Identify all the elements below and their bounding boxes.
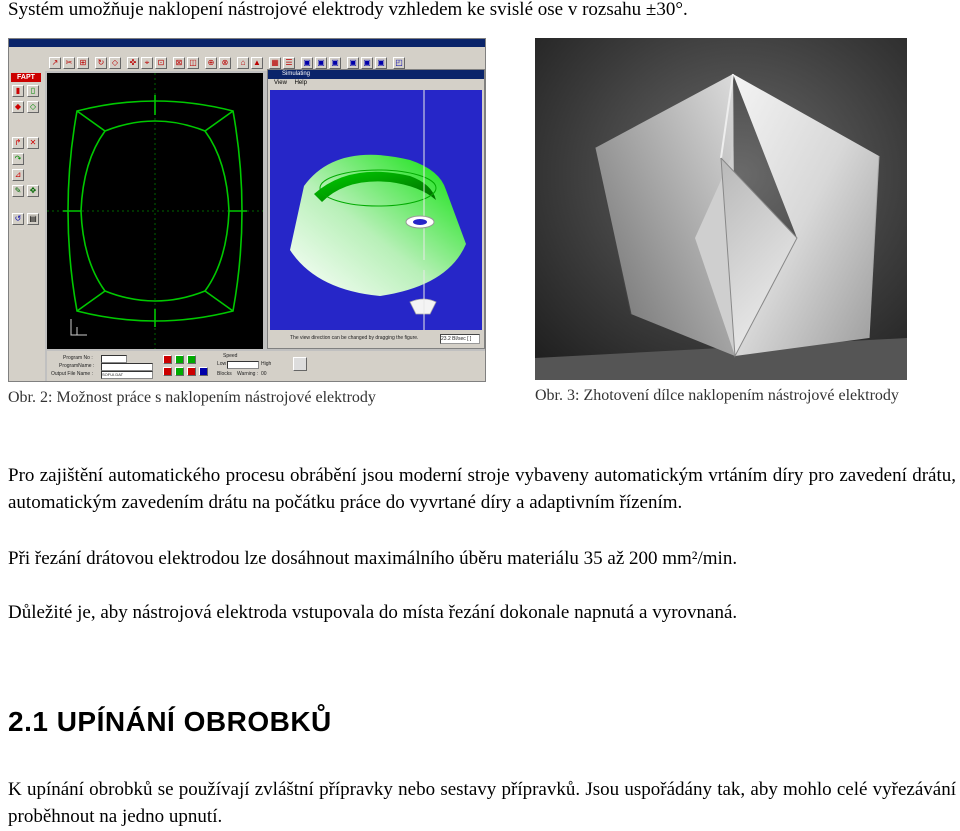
- tool-button-icon: ▣: [361, 57, 373, 69]
- tool-icon: ✕: [27, 137, 39, 149]
- tool-icon: ✥: [27, 185, 39, 197]
- speed-high-label: High: [261, 361, 272, 367]
- tool-button-icon: ◇: [109, 57, 121, 69]
- tool-button-icon: ⊗: [219, 57, 231, 69]
- program-name-field: [101, 363, 153, 371]
- tool-button-icon: ▣: [315, 57, 327, 69]
- section-paragraph: K upínání obrobků se používají zvláštní přípravky nebo sestavy přípravků. Jsou uspořádány tak, aby mohlo celé vyřezávání proběhnout na jedno upnutí.: [8, 779, 956, 827]
- sim-status-hint: The view direction can be changed by dragging the figure.: [290, 335, 419, 341]
- tool-button-icon: ◫: [187, 57, 199, 69]
- tool-button-icon: ⊡: [155, 57, 167, 69]
- tool-button-icon: ◰: [393, 57, 405, 69]
- settings-icon: [293, 357, 307, 371]
- output-file-label: Output File Name :: [51, 371, 93, 377]
- tool-icon: ▤: [27, 213, 39, 225]
- tool-icon: ↺: [12, 213, 24, 225]
- stop-button-icon: [163, 355, 172, 364]
- speed-low-label: Low: [217, 361, 227, 367]
- program-no-field: [101, 355, 127, 363]
- program-no-label: Program No :: [63, 355, 93, 361]
- sim-status-bar: [270, 332, 482, 344]
- figure2-caption: Obr. 2: Možnost práce s naklopením nástrojové elektrody: [8, 389, 376, 406]
- part-photo-render: [535, 38, 907, 380]
- pause-button-icon: [163, 367, 172, 376]
- reset-button-icon: [187, 367, 196, 376]
- tool-button-icon: ☰: [283, 57, 295, 69]
- warning-label: Warning :: [237, 371, 259, 377]
- sim-menubar: [268, 79, 484, 88]
- window-titlebar: [9, 39, 485, 47]
- simulation-3d-view: [270, 90, 482, 330]
- tool-button-icon: ▦: [269, 57, 281, 69]
- sim-status-value: 23.2 Bl/sec [ ]: [440, 334, 480, 344]
- figure3-caption: Obr. 3: Zhotovení dílce naklopením nástrojové elektrody: [535, 387, 899, 404]
- paragraph-removal-rate: Při řezání drátovou elektrodou lze dosáhnout maximálního úběru materiálu 35 až 200 mm²/min.: [8, 548, 738, 569]
- figure-part-photo: [535, 38, 907, 380]
- tool-button-icon: ✜: [127, 57, 139, 69]
- tool-icon: ↱: [12, 137, 24, 149]
- tool-button-icon: ⊠: [173, 57, 185, 69]
- figure-cam-screenshot: [8, 38, 486, 382]
- 3d-surface-render: [270, 90, 482, 330]
- tool-icon: ↷: [12, 153, 24, 165]
- cad-contour-drawing: [47, 73, 263, 349]
- sim-menu-help: Help: [294, 80, 307, 86]
- tool-button-icon: ⌖: [141, 57, 153, 69]
- blocks-label: Blocks: [217, 371, 232, 377]
- cad-drawing-view: [47, 73, 263, 349]
- tool-icon: ▯: [27, 85, 39, 97]
- tool-button-icon: ▣: [375, 57, 387, 69]
- window-menubar: [9, 47, 485, 55]
- warning-value: 00: [261, 371, 267, 377]
- tool-button-icon: ↻: [95, 57, 107, 69]
- speed-label: Speed: [223, 353, 238, 359]
- tool-button-icon: ↗: [49, 57, 61, 69]
- intro-text: Systém umožňuje naklopení nástrojové elektrody vzhledem ke svislé ose v rozsahu ±30°.: [8, 0, 688, 20]
- simulation-window: [267, 69, 485, 349]
- tool-button-icon: ▣: [329, 57, 341, 69]
- play-button-icon: [175, 355, 184, 364]
- tool-icon: ▮: [12, 85, 24, 97]
- left-toolbar: [9, 71, 45, 381]
- program-name-label: ProgramName :: [59, 363, 95, 369]
- tool-button-icon: ▣: [347, 57, 359, 69]
- tool-button-icon: ⌂: [237, 57, 249, 69]
- step-button-icon: [187, 355, 196, 364]
- tool-button-icon: ⊕: [205, 57, 217, 69]
- tool-icon: ◆: [12, 101, 24, 113]
- tool-icon: ⊿: [12, 169, 24, 181]
- tool-button-icon: ▲: [251, 57, 263, 69]
- forward-button-icon: [175, 367, 184, 376]
- end-button-icon: [199, 367, 208, 376]
- paragraph-automation: Pro zajištění automatického procesu obrábění jsou moderní stroje vybaveny automatickým vrtáním díry pro zavedení drátu, automatickým zavedením drátu na počátku práce do vyvrtané díry a adaptivním řízením.: [8, 465, 956, 513]
- paragraph-electrode-tension: Důležité je, aby nástrojová elektroda vstupovala do místa řezání dokonale napnutá a vyrovnaná.: [8, 602, 738, 623]
- output-file-field: SOFUI.DAT: [101, 371, 153, 379]
- sim-window-title: Simulating: [268, 70, 484, 79]
- tool-icon: ✎: [12, 185, 24, 197]
- sim-menu-view: View: [274, 80, 287, 86]
- tool-button-icon: ✂: [63, 57, 75, 69]
- speed-slider: [227, 361, 259, 369]
- section-heading: 2.1 UPÍNÁNÍ OBROBKŮ: [8, 706, 332, 737]
- tool-icon: ◇: [27, 101, 39, 113]
- tool-button-icon: ⊞: [77, 57, 89, 69]
- tool-button-icon: ▣: [301, 57, 313, 69]
- fapt-logo: FAPT: [11, 73, 41, 82]
- control-panel: [47, 351, 485, 381]
